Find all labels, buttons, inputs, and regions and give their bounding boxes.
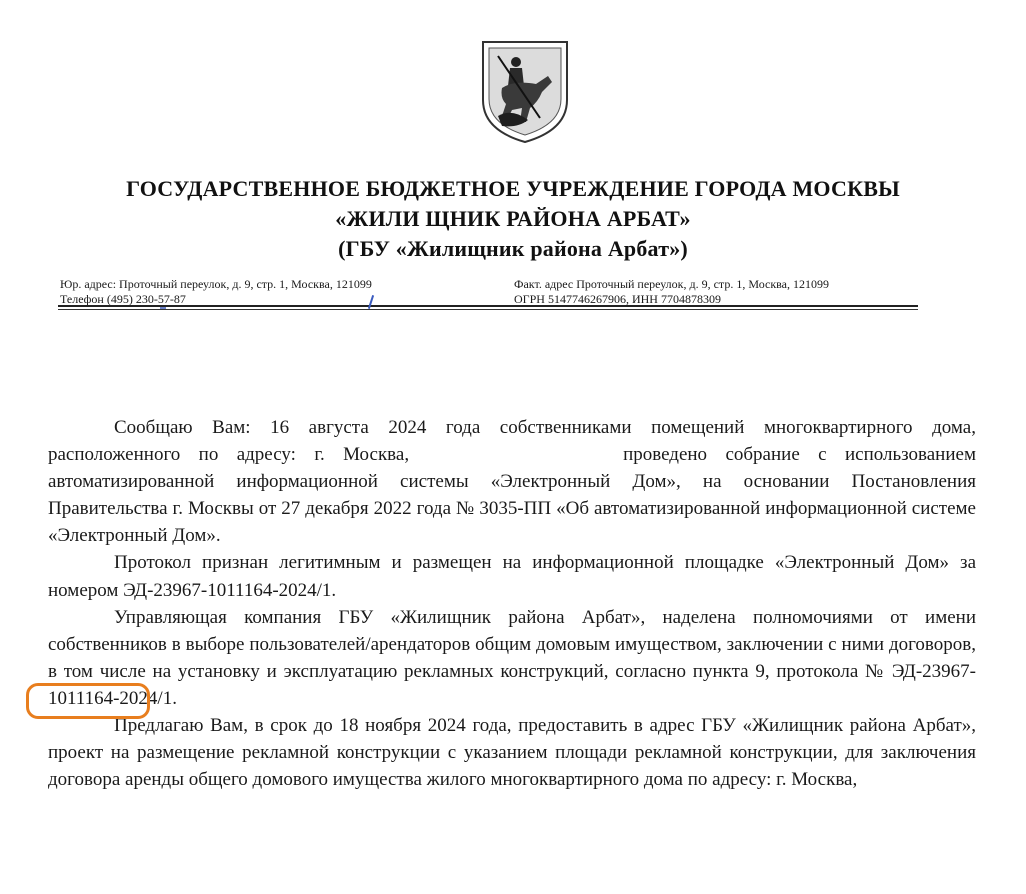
pen-mark [160, 307, 166, 309]
paragraph-protocol: Протокол признан легитимным и размещен на информационной площадке «Электронный Дом» за номером ЭД-23967-1011164-2024/1. [48, 552, 976, 601]
orange-highlight-annotation [26, 683, 150, 719]
letter-body [48, 414, 976, 793]
contacts-left [60, 277, 372, 307]
header-divider-thin [58, 309, 918, 310]
phone: Телефон (495) 230-57-87 [60, 292, 186, 306]
paragraph-authority: Управляющая компания ГБУ «Жилищник района Арбат», наделена полномочиями от имени собственников в выборе пользователей/арендаторов общим домовым имуществом, заключении с ними договоров, в том числе на установку и эксплуатацию рекламных конструкций, согласно пункта 9, протокола № ЭД-23967-1011164-2024/1. [48, 606, 976, 709]
paragraph-meeting [48, 414, 976, 549]
organization-title: ГОСУДАРСТВЕННОЕ БЮДЖЕТНОЕ УЧРЕЖДЕНИЕ ГОРОДА МОСКВЫ [126, 176, 900, 201]
contacts-right [514, 277, 829, 307]
paragraph-proposal: Предлагаю Вам, в срок до 18 ноября 2024 года, предоставить в адрес ГБУ «Жилищник района Арбат», проект на размещение рекламной конструкции с указанием площади рекламной конструкции, для заключения договора аренды общего домового имущества жилого многоквартирного дома по адресу: г. Москва, [48, 715, 976, 791]
header-divider [58, 305, 918, 307]
legal-address: Юр. адрес: Проточный переулок, д. 9, стр. 1, Москва, 121099 [60, 277, 372, 291]
paragraph-meeting-part1: Сообщаю Вам: 16 августа 2024 года собственниками помещений многоквартирного дома, расположенного по адресу: г. Москва, [48, 417, 976, 466]
organization-short-name: (ГБУ «Жилищник района Арбат») [338, 236, 688, 261]
paragraph-meeting-part2: проведено собрание с использованием автоматизированной информационной системы «Электронный Дом», на основании Постановления Правительства г. Москвы от 27 декабря 2022 года № 3035-ПП «Об автоматизированной информационной системе «Электронный Дом». [48, 444, 976, 547]
ogrn-inn: ОГРН 5147746267906, ИНН 7704878309 [514, 292, 721, 306]
moscow-coat-of-arms-icon [478, 38, 572, 146]
organization-name: «ЖИЛИ ЩНИК РАЙОНА АРБАТ» [335, 206, 691, 231]
actual-address: Факт. адрес Проточный переулок, д. 9, стр. 1, Москва, 121099 [514, 277, 829, 291]
